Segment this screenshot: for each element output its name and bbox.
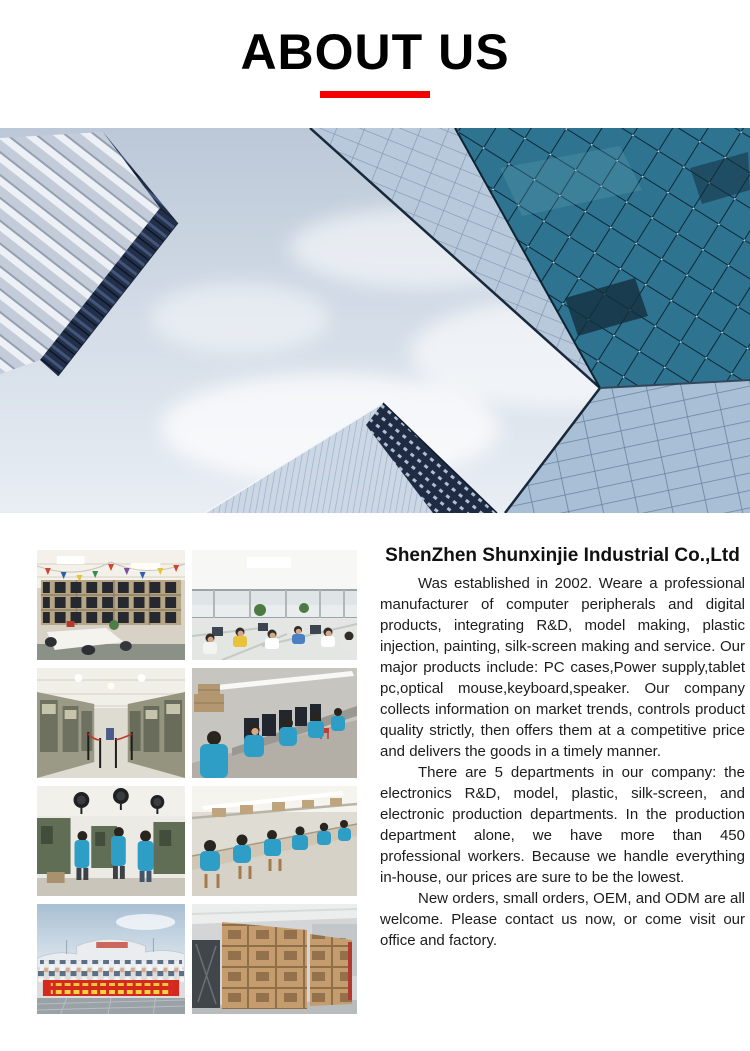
company-description	[380, 544, 745, 951]
factory-photo-gallery	[37, 550, 357, 1014]
company-paragraph-1: Was established in 2002. Weare a professional manufacturer of computer peripherals and digital products, integrating R&D, model making, plastic injection, painting, silk-screen making and service. Our major products include: PC cases,Power supply,tablet pc,optical mouse,keyboard,speaker. Our company collects information on market trends, controls product quality strictly, then offers them at a competitive price and delivers the goods in a timely manner.	[380, 575, 745, 760]
about-header	[0, 0, 750, 98]
photo-fan-workshop	[37, 786, 185, 896]
company-paragraph-2: There are 5 departments in our company: the electronics R&D, model, plastic, silk-screen, and electronic production departments. In the production department alone, we have more than 450 professional workers. Because we handle everything in-house, our prices are sure to be the lowest.	[380, 764, 745, 886]
photo-office-workspace	[192, 550, 357, 660]
company-name: ShenZhen Shunxinjie Industrial Co.,Ltd	[385, 545, 740, 566]
photo-stamping-workshop	[37, 668, 185, 778]
page-title: ABOUT US	[240, 24, 510, 80]
photo-warehouse-boxes	[192, 904, 357, 1014]
photo-assembly-line	[192, 668, 357, 778]
about-content	[0, 513, 750, 1014]
skyscrapers-illustration	[0, 128, 750, 513]
photo-office-showroom	[37, 550, 185, 660]
photo-staff-group	[37, 904, 185, 1014]
photo-production-line	[192, 786, 357, 896]
carton-stack	[222, 922, 307, 1009]
company-paragraph-3: New orders, small orders, OEM, and ODM are all welcome. Please contact us now, or come visit our office and factory.	[380, 890, 745, 949]
hero-image	[0, 128, 750, 513]
title-underline	[320, 91, 430, 98]
